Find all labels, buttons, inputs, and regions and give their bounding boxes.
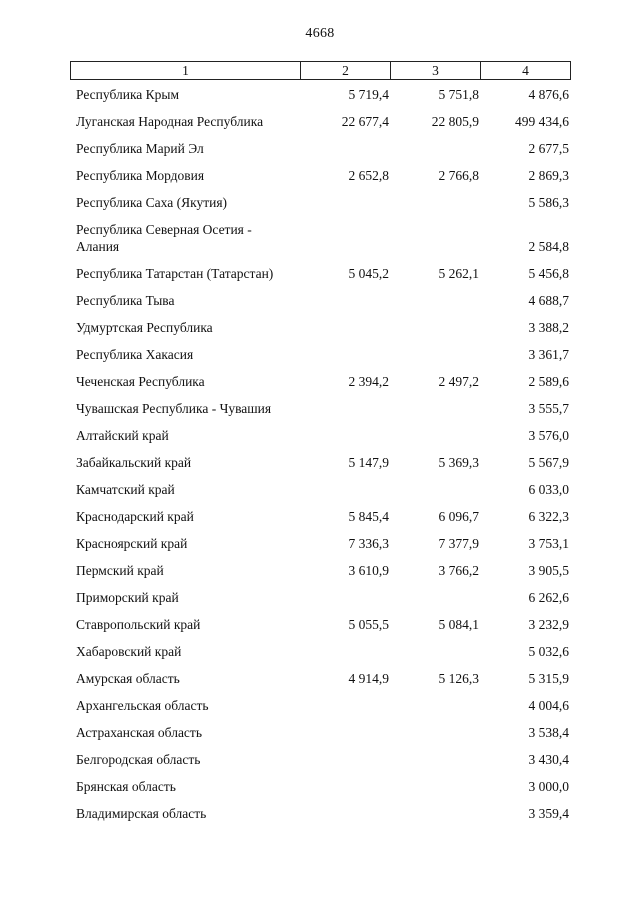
value-col-4: 3 905,5 <box>528 563 569 578</box>
region-name-line: Ставропольский край <box>76 617 201 632</box>
value-col-4: 3 232,9 <box>528 617 569 632</box>
value-col-4: 3 388,2 <box>528 320 569 335</box>
value-col-3: 7 377,9 <box>438 536 479 551</box>
value-col-2: 7 336,3 <box>348 536 389 551</box>
region-name <box>76 481 326 498</box>
value-col-3: 22 805,9 <box>431 114 479 129</box>
region-name-line: Архангельская область <box>76 698 209 713</box>
value-col-4: 6 322,3 <box>528 509 569 524</box>
region-name-line: Республика Марий Эл <box>76 141 204 156</box>
region-name <box>76 589 326 606</box>
region-name-line: Камчатский край <box>76 482 175 497</box>
region-name-line: Республика Крым <box>76 87 180 102</box>
value-col-4: 5 586,3 <box>528 195 569 210</box>
value-col-2: 5 045,2 <box>348 266 389 281</box>
value-col-2: 5 719,4 <box>348 87 389 102</box>
region-name-line: Владимирская область <box>76 806 207 821</box>
value-col-4: 2 869,3 <box>528 168 569 183</box>
value-col-4: 6 262,6 <box>528 590 569 605</box>
value-col-4: 5 315,9 <box>528 671 569 686</box>
value-col-3: 5 751,8 <box>438 87 479 102</box>
region-name <box>76 113 326 130</box>
region-name <box>76 194 326 211</box>
region-name-line: Удмуртская Республика <box>76 320 213 335</box>
region-name <box>76 373 326 390</box>
value-col-2: 2 652,8 <box>348 168 389 183</box>
region-name <box>76 292 326 309</box>
value-col-2: 5 845,4 <box>348 509 389 524</box>
region-name <box>76 140 326 157</box>
region-name-line: Алтайский край <box>76 428 169 443</box>
value-col-4: 5 567,9 <box>528 455 569 470</box>
value-col-4: 3 576,0 <box>528 428 569 443</box>
region-name-line: Белгородская область <box>76 752 201 767</box>
value-col-2: 4 914,9 <box>348 671 389 686</box>
region-name-line: Луганская Народная Республика <box>76 114 264 129</box>
region-name <box>76 670 326 687</box>
region-name-line: Краснодарский край <box>76 509 194 524</box>
region-name-line: Республика Мордовия <box>76 168 205 183</box>
value-col-4: 3 753,1 <box>528 536 569 551</box>
region-name <box>76 427 326 444</box>
value-col-4: 2 584,8 <box>528 239 569 254</box>
region-name-line: Алания <box>76 239 120 254</box>
region-name <box>76 643 326 660</box>
value-col-4: 499 434,6 <box>515 114 569 129</box>
region-name <box>76 346 326 363</box>
region-name-line: Красноярский край <box>76 536 188 551</box>
region-name-line: Республика Саха (Якутия) <box>76 195 228 210</box>
region-name <box>76 86 326 103</box>
header-col-3: 3 <box>391 62 481 80</box>
value-col-2: 3 610,9 <box>348 563 389 578</box>
region-name <box>76 454 326 471</box>
region-name <box>76 778 326 795</box>
value-col-4: 4 688,7 <box>528 293 569 308</box>
region-name <box>76 167 326 184</box>
value-col-3: 5 369,3 <box>438 455 479 470</box>
region-name <box>76 805 326 822</box>
region-name-line: Чувашская Республика - Чувашия <box>76 401 272 416</box>
value-col-4: 3 538,4 <box>528 725 569 740</box>
value-col-2: 5 055,5 <box>348 617 389 632</box>
value-col-3: 2 497,2 <box>438 374 479 389</box>
region-name-line: Республика Тыва <box>76 293 175 308</box>
region-name-line: Брянская область <box>76 779 176 794</box>
region-name-line: Республика Северная Осетия - <box>76 222 252 237</box>
region-name-line: Республика Хакасия <box>76 347 194 362</box>
value-col-2: 2 394,2 <box>348 374 389 389</box>
region-name-line: Хабаровский край <box>76 644 182 659</box>
region-name <box>76 265 326 282</box>
region-name-line: Астраханская область <box>76 725 202 740</box>
region-name <box>76 508 326 525</box>
region-name-line: Приморский край <box>76 590 179 605</box>
region-name <box>76 697 326 714</box>
region-name-line: Пермский край <box>76 563 164 578</box>
value-col-4: 2 589,6 <box>528 374 569 389</box>
value-col-2: 5 147,9 <box>348 455 389 470</box>
value-col-3: 2 766,8 <box>438 168 479 183</box>
region-name <box>76 616 326 633</box>
value-col-3: 6 096,7 <box>438 509 479 524</box>
region-name <box>76 221 326 255</box>
value-col-4: 5 456,8 <box>528 266 569 281</box>
value-col-4: 4 876,6 <box>528 87 569 102</box>
header-row <box>71 62 571 80</box>
region-name <box>76 724 326 741</box>
value-col-3: 3 766,2 <box>438 563 479 578</box>
value-col-3: 5 126,3 <box>438 671 479 686</box>
value-col-4: 3 430,4 <box>528 752 569 767</box>
header-col-1: 1 <box>71 62 301 80</box>
value-col-4: 3 000,0 <box>528 779 569 794</box>
region-name-line: Республика Татарстан (Татарстан) <box>76 266 274 281</box>
value-col-4: 3 359,4 <box>528 806 569 821</box>
page-number: 4668 <box>305 26 335 41</box>
region-name <box>76 562 326 579</box>
value-col-4: 6 033,0 <box>528 482 569 497</box>
value-col-3: 5 084,1 <box>438 617 479 632</box>
value-col-4: 5 032,6 <box>528 644 569 659</box>
value-col-4: 3 555,7 <box>528 401 569 416</box>
region-name-line: Чеченская Республика <box>76 374 205 389</box>
region-name-line: Забайкальский край <box>76 455 192 470</box>
region-name <box>76 535 326 552</box>
region-name-line: Амурская область <box>76 671 180 686</box>
value-col-2: 22 677,4 <box>341 114 389 129</box>
header-col-4: 4 <box>481 62 571 80</box>
value-col-4: 3 361,7 <box>528 347 569 362</box>
value-col-4: 4 004,6 <box>528 698 569 713</box>
header-col-2: 2 <box>301 62 391 80</box>
region-name <box>76 319 326 336</box>
table-header <box>70 61 571 80</box>
region-name <box>76 751 326 768</box>
value-col-3: 5 262,1 <box>438 266 479 281</box>
region-name <box>76 400 326 417</box>
value-col-4: 2 677,5 <box>528 141 569 156</box>
